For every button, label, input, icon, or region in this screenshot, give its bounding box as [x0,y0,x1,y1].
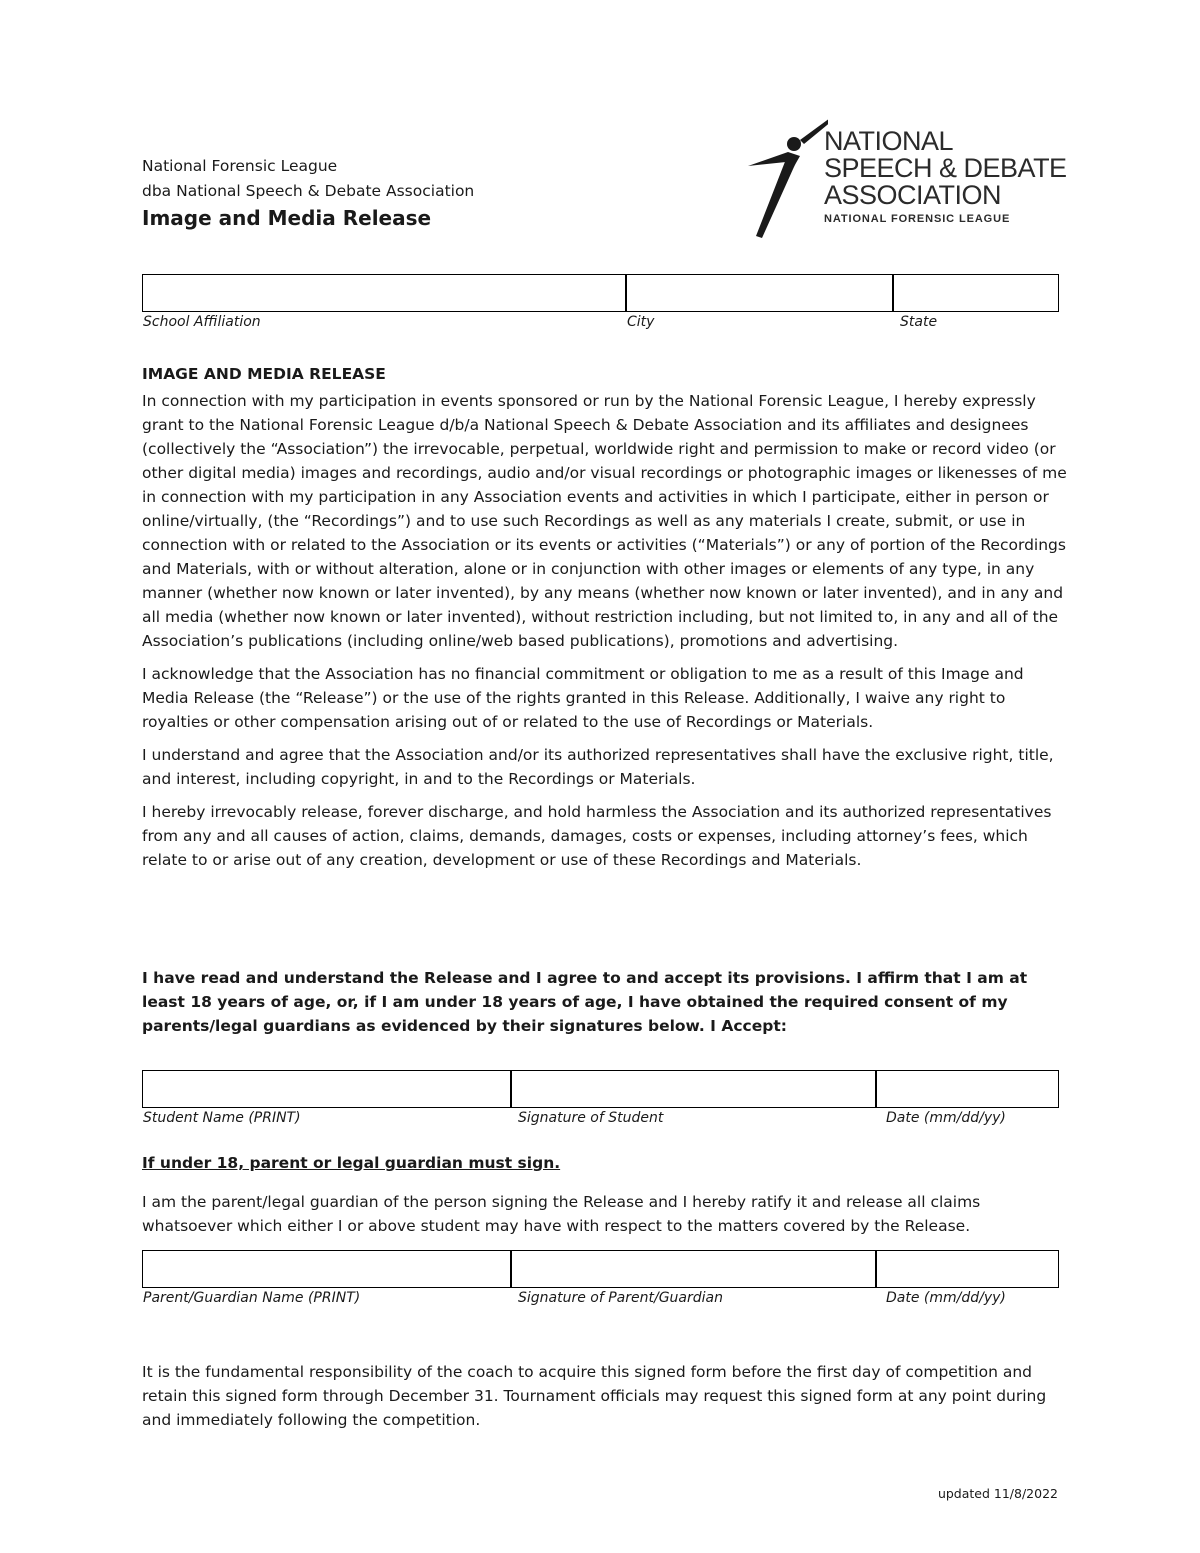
school-affiliation-label: School Affiliation [143,314,261,330]
guardian-heading: If under 18, parent or legal guardian must sign. [142,1154,561,1172]
nsda-logo [748,114,1066,240]
student-name-field[interactable] [142,1070,511,1108]
guardian-name-field[interactable] [142,1250,511,1288]
student-signature-field[interactable] [511,1070,876,1108]
student-fields-row [142,1070,1059,1108]
school-affiliation-field[interactable] [142,274,626,312]
student-name-label: Student Name (PRINT) [143,1110,301,1126]
student-signature-label: Signature of Student [518,1110,664,1126]
guardian-date-field[interactable] [876,1250,1059,1288]
guardian-signature-field[interactable] [511,1250,876,1288]
release-heading: IMAGE AND MEDIA RELEASE [142,365,386,383]
city-field[interactable] [626,274,893,312]
org-name: National Forensic League [142,157,338,175]
guardian-fields-row [142,1250,1059,1288]
state-label: State [900,314,938,330]
guardian-name-label: Parent/Guardian Name (PRINT) [143,1290,361,1306]
release-paragraph: In connection with my participation in events sponsored or run by the National Forensic League, I hereby expressly grant to the National Forensic League d/b/a National Speech & Debate Association and its affiliates and designees (collectively the “Association”) the irrevocable, perpetual, worldwide right and permission to make or record video (or other digital media) images and recordings, audio and/or visual recordings or photographic images or likenesses of me in connection with my participation in any Association events and activities in which I participate, either in person or online/virtually, (the “Recordings”) and to use such Recordings as well as any materials I create, submit, or use in connection with or related to the Association or its events or activities (“Materials”) or any of portion of the Recordings and Materials, with or without alteration, alone or in conjunction with other images or elements of any type, in any manner (whether now known or later invented), by any means (whether now known or later invented), and in any and all media (whether now known or later invented), without restriction including, but not limited to, in any and all of the Association’s publications (including online/web based publications), promotions and advertising. [142,392,1067,650]
speaker-figure-icon [748,114,828,240]
city-label: City [627,314,655,330]
acceptance-statement: I have read and understand the Release and I agree to and accept its provisions. I affirm that I am at least 18 years of age, or, if I am under 18 years of age, I have obtained the required consent of my parents/legal guardians as evidenced by their signatures below. I Accept: [142,969,1028,1035]
guardian-signature-label: Signature of Parent/Guardian [518,1290,723,1306]
logo-wordmark [824,128,1067,225]
logo-line-association: ASSOCIATION [824,180,1002,210]
guardian-date-label: Date (mm/dd/yy) [886,1290,1006,1306]
guardian-statement: I am the parent/legal guardian of the person signing the Release and I hereby ratify it and release all claims whatsoever which either I or above student may have with respect to the matters covered by the Release. [142,1193,981,1235]
student-date-field[interactable] [876,1070,1059,1108]
coach-responsibility-note: It is the fundamental responsibility of the coach to acquire this signed form before the first day of competition and retain this signed form through December 31. Tournament officials may request this signed form at any point during and immediately following the competition. [142,1363,1047,1429]
release-section [142,362,1067,881]
logo-line-national: NATIONAL [824,126,954,156]
org-dba: dba National Speech & Debate Association [142,182,475,200]
release-paragraph: I hereby irrevocably release, forever discharge, and hold harmless the Association and its authorized representatives from any and all causes of action, claims, demands, damages, costs or expenses, including attorney’s fees, which relate to or arise out of any creation, development or use of these Recordings and Materials. [142,803,1052,869]
release-paragraph: I acknowledge that the Association has no financial commitment or obligation to me as a result of this Image and Media Release (the “Release”) or the use of the rights granted in this Release. Additionally, I waive any right to royalties or other compensation arising out of or related to the use of Recordings or Materials. [142,665,1024,731]
state-field[interactable] [893,274,1059,312]
release-paragraph: I understand and agree that the Association and/or its authorized representatives shall have the exclusive right, title, and interest, including copyright, in and to the Recordings or Materials. [142,746,1054,788]
school-fields-row [142,274,1059,312]
updated-date: updated 11/8/2022 [937,1486,1058,1501]
logo-line-speech-debate: SPEECH & DEBATE [824,153,1067,183]
page-title: Image and Media Release [142,206,432,230]
student-date-label: Date (mm/dd/yy) [886,1110,1006,1126]
document-header [142,154,474,230]
logo-subline: NATIONAL FORENSIC LEAGUE [824,213,1011,225]
